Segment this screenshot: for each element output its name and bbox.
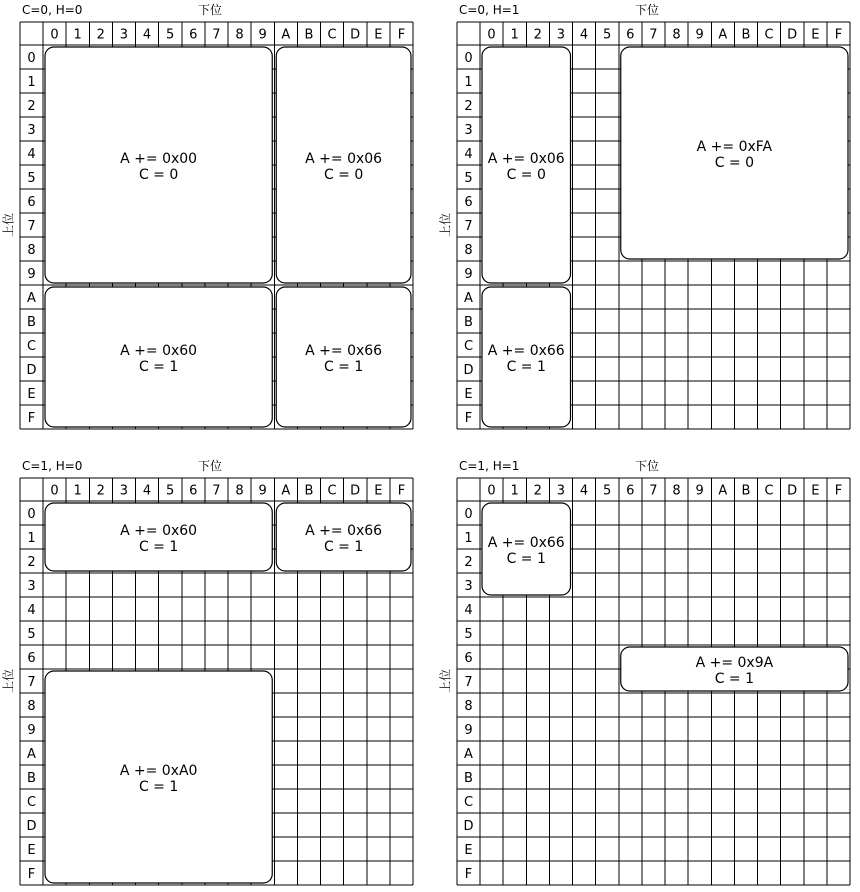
column-header-9: 9 — [258, 27, 267, 43]
row-header-F: F — [27, 411, 36, 426]
row-header-B: B — [27, 771, 36, 786]
column-header-1: 1 — [510, 483, 519, 499]
column-header-F: F — [397, 27, 406, 43]
region-adjust-label: A += 0x66 — [487, 535, 565, 551]
row-header-9: 9 — [464, 267, 473, 282]
row-header-8: 8 — [27, 699, 36, 714]
panel-condition-label: C=1, H=0 — [22, 459, 83, 473]
column-header-D: D — [350, 483, 361, 499]
row-header-E: E — [27, 387, 36, 402]
column-header-4: 4 — [579, 27, 589, 43]
column-header-1: 1 — [73, 27, 82, 43]
row-header-5: 5 — [464, 171, 473, 186]
column-header-E: E — [811, 483, 820, 499]
column-header-7: 7 — [649, 27, 658, 43]
region-adjust-label: A += 0x60 — [120, 343, 198, 359]
correction-region — [482, 503, 571, 595]
column-header-6: 6 — [626, 483, 635, 499]
region-carry-label: C = 1 — [506, 359, 546, 375]
row-header-A: A — [464, 291, 473, 306]
column-header-F: F — [397, 483, 406, 499]
row-header-4: 4 — [27, 147, 36, 162]
region-carry-label: C = 0 — [506, 167, 546, 183]
region-adjust-label: A += 0x66 — [305, 343, 383, 359]
correction-region — [276, 503, 411, 571]
column-header-E: E — [811, 27, 820, 43]
region-carry-label: C = 1 — [323, 359, 364, 375]
column-header-E: E — [374, 483, 383, 499]
row-header-6: 6 — [464, 195, 473, 210]
column-header-5: 5 — [603, 27, 612, 43]
column-header-8: 8 — [672, 483, 681, 499]
column-header-8: 8 — [672, 27, 681, 43]
row-header-7: 7 — [464, 219, 473, 234]
row-header-9: 9 — [27, 267, 36, 282]
column-header-B: B — [304, 483, 314, 499]
region-carry-label: C = 0 — [138, 167, 179, 183]
column-header-2: 2 — [96, 483, 105, 499]
correction-region — [45, 503, 272, 571]
region-carry-label: C = 1 — [714, 671, 755, 687]
column-header-9: 9 — [695, 27, 704, 43]
column-header-2: 2 — [533, 27, 542, 43]
row-header-0: 0 — [464, 51, 473, 66]
row-header-2: 2 — [27, 555, 36, 570]
column-header-6: 6 — [189, 483, 198, 499]
row-header-4: 4 — [27, 603, 36, 618]
column-header-0: 0 — [50, 27, 59, 43]
column-header-D: D — [787, 483, 798, 499]
column-header-0: 0 — [487, 27, 496, 43]
column-header-2: 2 — [533, 483, 542, 499]
column-header-F: F — [834, 27, 843, 43]
column-header-8: 8 — [235, 483, 244, 499]
row-header-8: 8 — [27, 243, 36, 258]
row-header-F: F — [464, 411, 473, 426]
column-header-3: 3 — [119, 483, 129, 499]
column-header-D: D — [787, 27, 798, 43]
column-axis-label: 下位 — [634, 3, 660, 17]
row-header-5: 5 — [27, 171, 36, 186]
row-header-B: B — [27, 315, 36, 330]
region-carry-label: C = 1 — [138, 359, 179, 375]
column-header-E: E — [374, 27, 383, 43]
column-header-1: 1 — [73, 483, 82, 499]
correction-region — [45, 671, 272, 883]
row-header-E: E — [27, 843, 36, 858]
row-header-7: 7 — [27, 675, 36, 690]
row-header-D: D — [26, 819, 37, 834]
row-header-3: 3 — [464, 123, 473, 138]
column-header-3: 3 — [556, 27, 566, 43]
row-header-3: 3 — [27, 123, 36, 138]
row-header-6: 6 — [27, 195, 36, 210]
row-header-8: 8 — [464, 699, 473, 714]
row-header-D: D — [463, 363, 474, 378]
correction-region — [482, 287, 571, 427]
column-header-3: 3 — [556, 483, 566, 499]
row-header-2: 2 — [464, 555, 473, 570]
row-header-A: A — [464, 747, 473, 762]
row-header-C: C — [463, 795, 474, 810]
column-header-0: 0 — [487, 483, 496, 499]
row-header-1: 1 — [464, 75, 473, 90]
column-header-C: C — [327, 27, 337, 43]
row-header-D: D — [463, 819, 474, 834]
row-header-2: 2 — [27, 99, 36, 114]
column-header-C: C — [764, 483, 774, 499]
region-adjust-label: A += 0x66 — [305, 523, 383, 539]
row-header-2: 2 — [464, 99, 473, 114]
column-header-9: 9 — [258, 483, 267, 499]
row-header-7: 7 — [27, 219, 36, 234]
region-adjust-label: A += 0x00 — [120, 151, 198, 167]
correction-region — [276, 287, 411, 427]
panel-c0-h0 — [1, 3, 414, 429]
column-axis-label: 下位 — [197, 3, 223, 17]
row-header-0: 0 — [27, 51, 36, 66]
column-header-3: 3 — [119, 27, 129, 43]
column-header-4: 4 — [579, 483, 589, 499]
row-header-0: 0 — [464, 507, 473, 522]
row-header-3: 3 — [27, 579, 36, 594]
correction-region — [482, 47, 571, 283]
row-header-4: 4 — [464, 147, 473, 162]
row-header-B: B — [464, 315, 473, 330]
region-adjust-label: A += 0x60 — [120, 523, 198, 539]
row-header-6: 6 — [464, 651, 473, 666]
row-header-D: D — [26, 363, 37, 378]
row-header-B: B — [464, 771, 473, 786]
row-header-E: E — [464, 843, 473, 858]
row-header-A: A — [27, 291, 36, 306]
row-header-9: 9 — [464, 723, 473, 738]
panel-condition-label: C=1, H=1 — [459, 459, 520, 473]
row-header-1: 1 — [27, 531, 36, 546]
row-header-7: 7 — [464, 675, 473, 690]
region-carry-label: C = 1 — [138, 779, 179, 795]
column-header-5: 5 — [166, 27, 175, 43]
column-header-5: 5 — [166, 483, 175, 499]
correction-region — [621, 647, 848, 691]
column-header-C: C — [327, 483, 337, 499]
panel-c1-h1 — [438, 459, 851, 885]
row-header-6: 6 — [27, 651, 36, 666]
row-header-A: A — [27, 747, 36, 762]
correction-region — [276, 47, 411, 283]
row-header-E: E — [464, 387, 473, 402]
region-carry-label: C = 1 — [323, 539, 364, 555]
region-carry-label: C = 1 — [138, 539, 179, 555]
column-header-8: 8 — [235, 27, 244, 43]
panel-c1-h0 — [1, 459, 414, 885]
column-header-0: 0 — [50, 483, 59, 499]
row-axis-label: 上位 — [438, 212, 453, 238]
row-header-1: 1 — [464, 531, 473, 546]
column-header-7: 7 — [212, 483, 221, 499]
column-header-6: 6 — [189, 27, 198, 43]
correction-region — [45, 287, 272, 427]
row-header-C: C — [26, 339, 37, 354]
column-header-A: A — [281, 483, 291, 499]
column-header-B: B — [741, 27, 751, 43]
column-header-4: 4 — [142, 27, 152, 43]
column-header-A: A — [281, 27, 291, 43]
row-axis-label: 上位 — [438, 668, 453, 694]
column-header-6: 6 — [626, 27, 635, 43]
row-header-5: 5 — [27, 627, 36, 642]
column-header-A: A — [718, 483, 728, 499]
column-header-7: 7 — [212, 27, 221, 43]
row-header-C: C — [463, 339, 474, 354]
region-adjust-label: A += 0x9A — [695, 655, 774, 671]
row-header-9: 9 — [27, 723, 36, 738]
correction-region — [621, 47, 848, 259]
region-adjust-label: A += 0x06 — [305, 151, 383, 167]
column-axis-label: 下位 — [197, 459, 223, 473]
region-carry-label: C = 0 — [323, 167, 364, 183]
region-adjust-label: A += 0x66 — [487, 343, 565, 359]
row-header-C: C — [26, 795, 37, 810]
row-header-0: 0 — [27, 507, 36, 522]
column-header-F: F — [834, 483, 843, 499]
row-header-4: 4 — [464, 603, 473, 618]
region-carry-label: C = 1 — [506, 551, 546, 567]
row-header-F: F — [27, 867, 36, 882]
row-header-8: 8 — [464, 243, 473, 258]
column-header-5: 5 — [603, 483, 612, 499]
correction-region — [45, 47, 272, 283]
panel-c0-h1 — [438, 3, 851, 429]
row-header-F: F — [464, 867, 473, 882]
region-adjust-label: A += 0xA0 — [119, 763, 198, 779]
panel-condition-label: C=0, H=0 — [22, 3, 83, 17]
panel-condition-label: C=0, H=1 — [459, 3, 520, 17]
row-axis-label: 上位 — [1, 212, 16, 238]
column-header-B: B — [741, 483, 751, 499]
column-header-4: 4 — [142, 483, 152, 499]
column-header-C: C — [764, 27, 774, 43]
row-header-5: 5 — [464, 627, 473, 642]
column-header-A: A — [718, 27, 728, 43]
column-header-9: 9 — [695, 483, 704, 499]
row-header-3: 3 — [464, 579, 473, 594]
column-header-D: D — [350, 27, 361, 43]
column-axis-label: 下位 — [634, 459, 660, 473]
region-adjust-label: A += 0x06 — [487, 151, 565, 167]
column-header-1: 1 — [510, 27, 519, 43]
row-axis-label: 上位 — [1, 668, 16, 694]
column-header-2: 2 — [96, 27, 105, 43]
region-adjust-label: A += 0xFA — [696, 139, 773, 155]
row-header-1: 1 — [27, 75, 36, 90]
region-carry-label: C = 0 — [714, 155, 755, 171]
column-header-7: 7 — [649, 483, 658, 499]
column-header-B: B — [304, 27, 314, 43]
